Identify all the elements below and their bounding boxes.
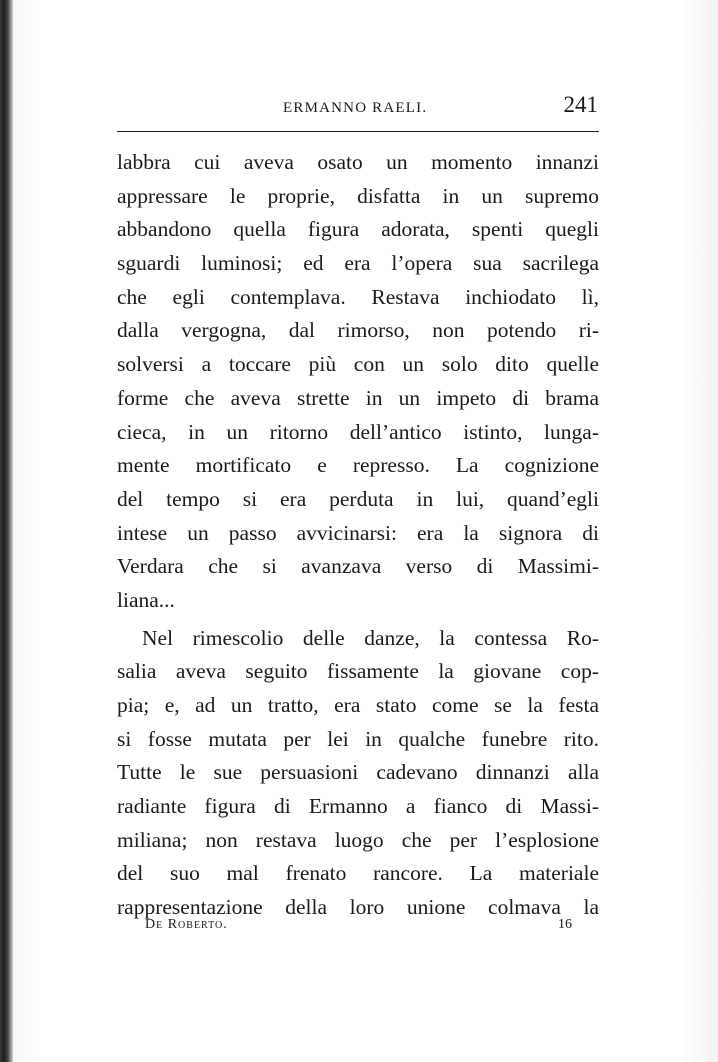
text-line-paragraph-end: liana... <box>117 587 175 612</box>
text-line-paragraph-start: Nel rimescolio delle danze, la contessa Ro- <box>142 625 599 650</box>
text-line: radiante figura di Ermanno a fianco di Massi- <box>117 794 599 819</box>
text-line: solversi a toccare più con un solo dito quelle <box>117 352 599 377</box>
text-line: miliana; non restava luogo che per l’esplosione <box>117 827 599 852</box>
text-line: dalla vergogna, dal rimorso, non potendo ri- <box>117 318 599 343</box>
text-line: rappresentazione della loro unione colmava la <box>117 895 599 920</box>
text-line: del tempo si era perduta in lui, quand’egli <box>117 486 599 511</box>
text-line: si fosse mutata per lei in qualche funebre rito. <box>117 726 599 751</box>
signature-mark: 16 <box>558 917 572 932</box>
text-line: salia aveva seguito fissamente la giovane cop- <box>117 659 599 684</box>
text-line: che egli contemplava. Restava inchiodato lì, <box>117 284 599 309</box>
header-rule <box>117 131 599 132</box>
text-line: appressare le proprie, disfatta in un supremo <box>117 183 599 208</box>
text-line: labbra cui aveva osato un momento innanzi <box>117 150 599 174</box>
text-line: abbandono quella figura adorata, spenti quegli <box>117 217 599 242</box>
text-line: forme che aveva strette in un impeto di brama <box>117 385 599 410</box>
text-line: pia; e, ad un tratto, era stato come se la festa <box>117 693 599 717</box>
body-text <box>117 146 599 925</box>
text-line: Tutte le sue persuasioni cadevano dinnanzi alla <box>117 760 599 785</box>
text-line: cieca, in un ritorno dell’antico istinto, lunga- <box>117 419 599 444</box>
text-line: sguardi luminosi; ed era l’opera sua sacrilega <box>117 251 599 276</box>
text-line: mente mortificato e represso. La cognizione <box>117 453 599 478</box>
book-spine-shadow <box>0 0 13 1062</box>
page-number: 241 <box>563 92 598 117</box>
text-line: Verdara che si avanzava verso di Massimi- <box>117 554 599 579</box>
running-title: ERMANNO RAELI. <box>283 100 428 116</box>
printer-signature: De Roberto. <box>145 917 228 932</box>
text-line: intese un passo avvicinarsi: era la signora di <box>117 520 599 545</box>
running-head <box>120 92 600 122</box>
page-footer <box>145 917 575 941</box>
text-line: del suo mal frenato rancore. La materiale <box>117 861 599 886</box>
